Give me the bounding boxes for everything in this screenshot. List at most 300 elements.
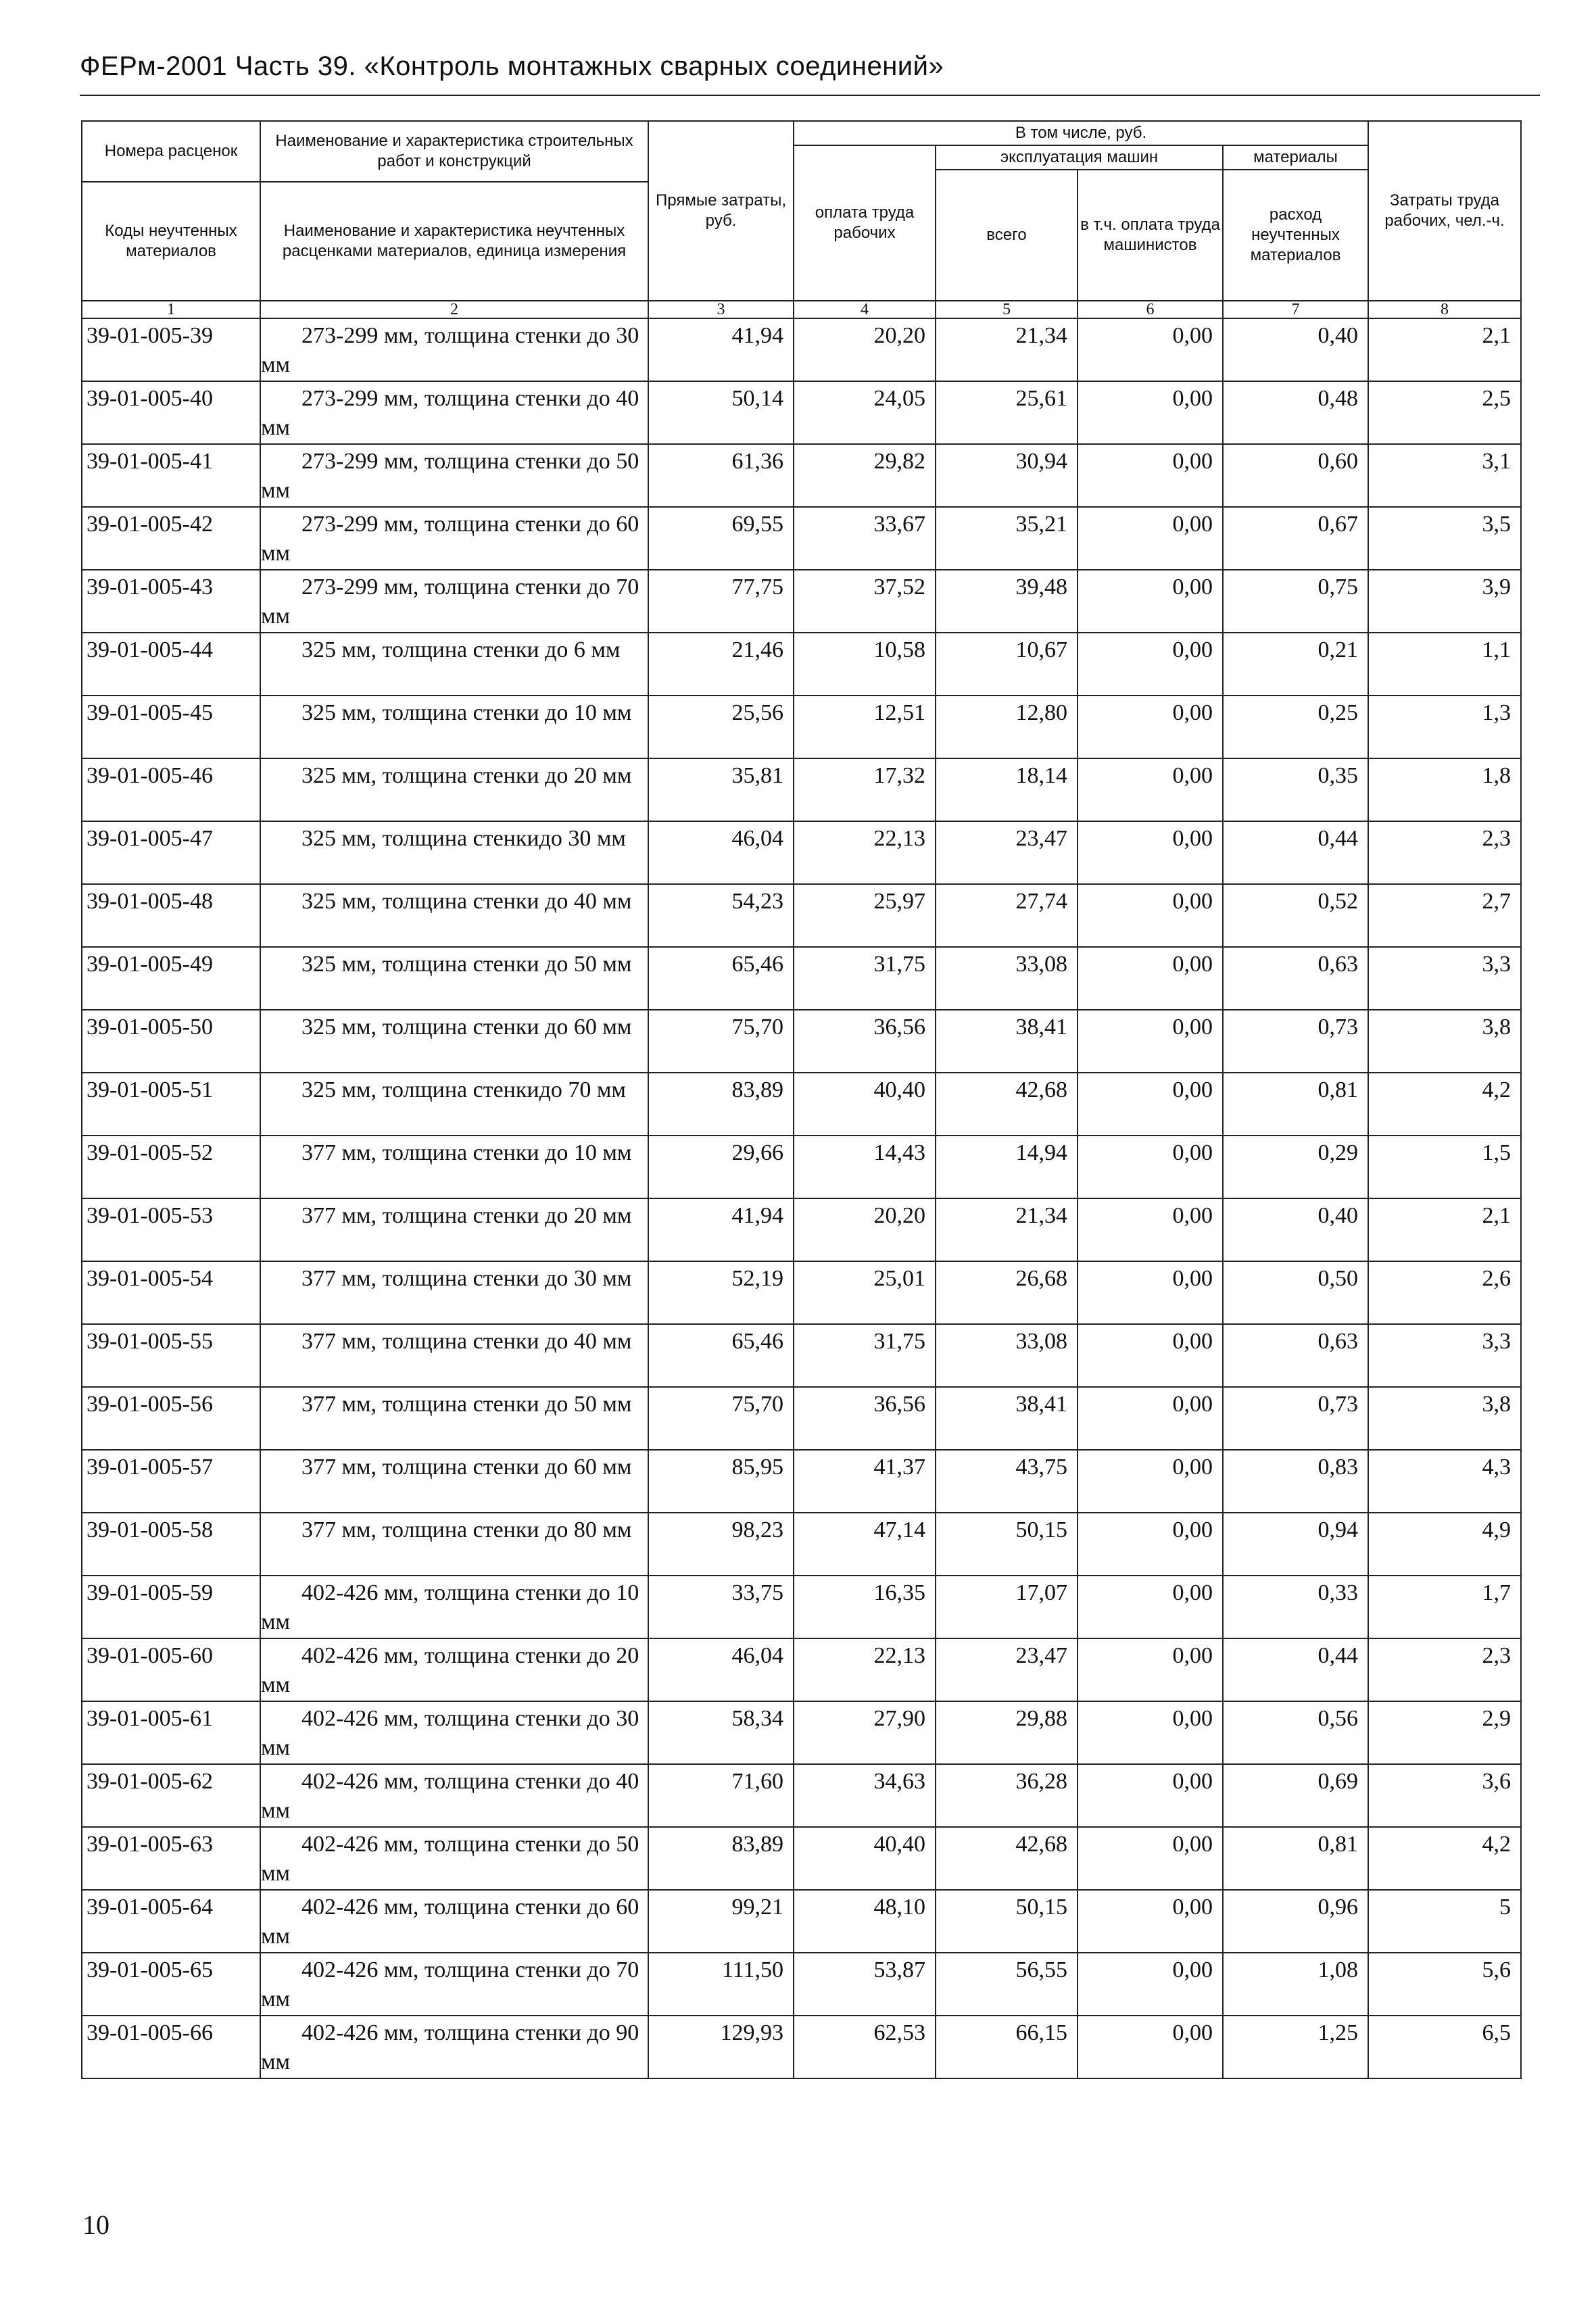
direct-cell: 75,70 xyxy=(648,1387,794,1450)
column-number: 8 xyxy=(1368,301,1521,318)
machinists-cell: 0,00 xyxy=(1078,633,1223,696)
machines-cell: 27,74 xyxy=(936,884,1078,947)
machinists-cell: 0,00 xyxy=(1078,1450,1223,1513)
table-row xyxy=(82,1764,1521,1827)
machines-cell: 33,08 xyxy=(936,947,1078,1010)
hours-cell: 1,8 xyxy=(1368,758,1521,821)
machinists-cell: 0,00 xyxy=(1078,1701,1223,1764)
hours-cell: 2,1 xyxy=(1368,1198,1521,1261)
machines-cell: 30,94 xyxy=(936,444,1078,507)
machines-cell: 25,61 xyxy=(936,381,1078,444)
hours-cell: 4,2 xyxy=(1368,1073,1521,1136)
description-cell xyxy=(260,1010,648,1073)
direct-cell: 65,46 xyxy=(648,1324,794,1387)
materials-cell: 0,48 xyxy=(1223,381,1368,444)
labor-cell: 41,37 xyxy=(794,1450,936,1513)
labor-cell: 10,58 xyxy=(794,633,936,696)
description-cell xyxy=(260,947,648,1010)
description-cell xyxy=(260,1387,648,1450)
machinists-cell: 0,00 xyxy=(1078,947,1223,1010)
direct-cell: 65,46 xyxy=(648,947,794,1010)
rate-code-cell: 39-01-005-52 xyxy=(82,1136,260,1198)
rate-code-cell: 39-01-005-44 xyxy=(82,633,260,696)
hours-cell: 3,3 xyxy=(1368,1324,1521,1387)
table-row xyxy=(82,1450,1521,1513)
machines-cell: 42,68 xyxy=(936,1827,1078,1890)
description-cell xyxy=(260,1450,648,1513)
hours-cell: 4,3 xyxy=(1368,1450,1521,1513)
description-text: 377 мм, толщина стенки до 80 мм xyxy=(301,1517,632,1542)
hours-cell: 3,3 xyxy=(1368,947,1521,1010)
machines-cell: 38,41 xyxy=(936,1010,1078,1073)
machines-cell: 17,07 xyxy=(936,1576,1078,1638)
rate-code-cell: 39-01-005-54 xyxy=(82,1261,260,1324)
table-row xyxy=(82,507,1521,570)
direct-cell: 83,89 xyxy=(648,1073,794,1136)
hours-cell: 1,1 xyxy=(1368,633,1521,696)
hours-cell: 3,5 xyxy=(1368,507,1521,570)
labor-cell: 31,75 xyxy=(794,947,936,1010)
table-row xyxy=(82,633,1521,696)
rate-code-cell: 39-01-005-41 xyxy=(82,444,260,507)
machinists-cell: 0,00 xyxy=(1078,821,1223,884)
header-machine-total: всего xyxy=(936,170,1078,301)
table-row xyxy=(82,1638,1521,1701)
hours-cell: 3,6 xyxy=(1368,1764,1521,1827)
materials-cell: 0,67 xyxy=(1223,507,1368,570)
table-row xyxy=(82,1827,1521,1890)
rate-code-cell: 39-01-005-40 xyxy=(82,381,260,444)
direct-cell: 129,93 xyxy=(648,2016,794,2078)
description-text: 325 мм, толщина стенки до 20 мм xyxy=(301,763,632,788)
description-text: 325 мм, толщина стенки до 50 мм xyxy=(301,952,632,977)
description-cell xyxy=(260,381,648,444)
hours-cell: 2,5 xyxy=(1368,381,1521,444)
machinists-cell: 0,00 xyxy=(1078,1576,1223,1638)
direct-cell: 41,94 xyxy=(648,1198,794,1261)
machines-cell: 26,68 xyxy=(936,1261,1078,1324)
description-cell xyxy=(260,1764,648,1827)
table-row xyxy=(82,1890,1521,1953)
materials-cell: 0,96 xyxy=(1223,1890,1368,1953)
description-text: 402-426 мм, толщина стенки до 60 мм xyxy=(261,1895,639,1949)
machinists-cell: 0,00 xyxy=(1078,507,1223,570)
table-row xyxy=(82,444,1521,507)
materials-cell: 0,40 xyxy=(1223,318,1368,381)
rate-code-cell: 39-01-005-65 xyxy=(82,1953,260,2016)
direct-cell: 41,94 xyxy=(648,318,794,381)
description-text: 325 мм, толщина стенки до 40 мм xyxy=(301,889,632,914)
hours-cell: 6,5 xyxy=(1368,2016,1521,2078)
page-number: 10 xyxy=(82,2210,110,2240)
header-including: В том числе, руб. xyxy=(794,121,1368,145)
machinists-cell: 0,00 xyxy=(1078,1638,1223,1701)
hours-cell: 2,9 xyxy=(1368,1701,1521,1764)
hours-cell: 1,7 xyxy=(1368,1576,1521,1638)
labor-cell: 14,43 xyxy=(794,1136,936,1198)
header-direct-costs: Прямые затраты, руб. xyxy=(648,121,794,301)
labor-cell: 36,56 xyxy=(794,1387,936,1450)
description-cell xyxy=(260,1136,648,1198)
rate-code-cell: 39-01-005-66 xyxy=(82,2016,260,2078)
description-cell xyxy=(260,758,648,821)
materials-cell: 0,81 xyxy=(1223,1073,1368,1136)
description-text: 273-299 мм, толщина стенки до 30 мм xyxy=(261,323,639,377)
machines-cell: 23,47 xyxy=(936,1638,1078,1701)
materials-cell: 0,63 xyxy=(1223,947,1368,1010)
table-row xyxy=(82,1953,1521,2016)
rate-code-cell: 39-01-005-43 xyxy=(82,570,260,633)
description-text: 402-426 мм, толщина стенки до 50 мм xyxy=(261,1832,639,1886)
column-number: 3 xyxy=(648,301,794,318)
description-text: 377 мм, толщина стенки до 40 мм xyxy=(301,1329,632,1354)
description-cell xyxy=(260,2016,648,2078)
machinists-cell: 0,00 xyxy=(1078,1764,1223,1827)
machinists-cell: 0,00 xyxy=(1078,696,1223,758)
machinists-cell: 0,00 xyxy=(1078,444,1223,507)
labor-cell: 34,63 xyxy=(794,1764,936,1827)
description-cell xyxy=(260,570,648,633)
machines-cell: 50,15 xyxy=(936,1890,1078,1953)
hours-cell: 4,2 xyxy=(1368,1827,1521,1890)
labor-cell: 25,97 xyxy=(794,884,936,947)
hours-cell: 3,9 xyxy=(1368,570,1521,633)
machines-cell: 42,68 xyxy=(936,1073,1078,1136)
table-row xyxy=(82,318,1521,381)
column-number: 4 xyxy=(794,301,936,318)
column-number: 7 xyxy=(1223,301,1368,318)
labor-cell: 33,67 xyxy=(794,507,936,570)
direct-cell: 69,55 xyxy=(648,507,794,570)
rate-code-cell: 39-01-005-57 xyxy=(82,1450,260,1513)
materials-cell: 0,60 xyxy=(1223,444,1368,507)
description-cell xyxy=(260,507,648,570)
labor-cell: 20,20 xyxy=(794,1198,936,1261)
labor-cell: 48,10 xyxy=(794,1890,936,1953)
direct-cell: 83,89 xyxy=(648,1827,794,1890)
hours-cell: 2,7 xyxy=(1368,884,1521,947)
header-labor-pay: оплата труда рабочих xyxy=(794,145,936,301)
materials-cell: 0,75 xyxy=(1223,570,1368,633)
header-materials: материалы xyxy=(1223,145,1368,170)
description-text: 402-426 мм, толщина стенки до 30 мм xyxy=(261,1706,639,1760)
machinists-cell: 0,00 xyxy=(1078,381,1223,444)
table-row xyxy=(82,1701,1521,1764)
description-text: 402-426 мм, толщина стенки до 90 мм xyxy=(261,2020,639,2074)
rate-code-cell: 39-01-005-50 xyxy=(82,1010,260,1073)
table-row xyxy=(82,884,1521,947)
labor-cell: 12,51 xyxy=(794,696,936,758)
table-row xyxy=(82,381,1521,444)
description-text: 325 мм, толщина стенкидо 30 мм xyxy=(301,826,626,851)
labor-cell: 16,35 xyxy=(794,1576,936,1638)
description-text: 325 мм, толщина стенки до 60 мм xyxy=(301,1015,632,1040)
materials-cell: 0,69 xyxy=(1223,1764,1368,1827)
machinists-cell: 0,00 xyxy=(1078,1890,1223,1953)
rate-code-cell: 39-01-005-55 xyxy=(82,1324,260,1387)
description-text: 402-426 мм, толщина стенки до 40 мм xyxy=(261,1769,639,1823)
description-text: 377 мм, толщина стенки до 30 мм xyxy=(301,1266,632,1291)
machines-cell: 10,67 xyxy=(936,633,1078,696)
rate-code-cell: 39-01-005-39 xyxy=(82,318,260,381)
hours-cell: 3,8 xyxy=(1368,1387,1521,1450)
materials-cell: 0,40 xyxy=(1223,1198,1368,1261)
table-row xyxy=(82,1073,1521,1136)
hours-cell: 3,1 xyxy=(1368,444,1521,507)
materials-cell: 0,94 xyxy=(1223,1513,1368,1576)
materials-cell: 0,63 xyxy=(1223,1324,1368,1387)
hours-cell: 5 xyxy=(1368,1890,1521,1953)
machinists-cell: 0,00 xyxy=(1078,1953,1223,2016)
header-machinist-pay: в т.ч. оплата труда машинистов xyxy=(1078,170,1223,301)
machines-cell: 33,08 xyxy=(936,1324,1078,1387)
machines-cell: 21,34 xyxy=(936,318,1078,381)
labor-cell: 31,75 xyxy=(794,1324,936,1387)
direct-cell: 29,66 xyxy=(648,1136,794,1198)
rate-code-cell: 39-01-005-42 xyxy=(82,507,260,570)
materials-cell: 0,83 xyxy=(1223,1450,1368,1513)
table-row xyxy=(82,1387,1521,1450)
machines-cell: 50,15 xyxy=(936,1513,1078,1576)
machines-cell: 66,15 xyxy=(936,2016,1078,2078)
page-title: ФЕРм-2001 Часть 39. «Контроль монтажных сварных соединений» xyxy=(80,51,944,81)
table-row xyxy=(82,947,1521,1010)
table-row xyxy=(82,1198,1521,1261)
description-cell xyxy=(260,444,648,507)
table-row xyxy=(82,1136,1521,1198)
table-row xyxy=(82,1010,1521,1073)
direct-cell: 46,04 xyxy=(648,821,794,884)
machines-cell: 14,94 xyxy=(936,1136,1078,1198)
rate-code-cell: 39-01-005-62 xyxy=(82,1764,260,1827)
machines-cell: 39,48 xyxy=(936,570,1078,633)
description-cell xyxy=(260,318,648,381)
table-row xyxy=(82,758,1521,821)
description-text: 273-299 мм, толщина стенки до 60 мм xyxy=(261,512,639,566)
description-cell xyxy=(260,1513,648,1576)
materials-cell: 1,25 xyxy=(1223,2016,1368,2078)
direct-cell: 111,50 xyxy=(648,1953,794,2016)
title-divider xyxy=(80,95,1540,96)
description-text: 325 мм, толщина стенки до 10 мм xyxy=(301,700,632,725)
description-cell xyxy=(260,1701,648,1764)
direct-cell: 75,70 xyxy=(648,1010,794,1073)
machinists-cell: 0,00 xyxy=(1078,884,1223,947)
labor-cell: 62,53 xyxy=(794,2016,936,2078)
direct-cell: 58,34 xyxy=(648,1701,794,1764)
machinists-cell: 0,00 xyxy=(1078,570,1223,633)
rate-code-cell: 39-01-005-51 xyxy=(82,1073,260,1136)
table-row xyxy=(82,1513,1521,1576)
description-text: 402-426 мм, толщина стенки до 20 мм xyxy=(261,1643,639,1697)
table-row xyxy=(82,1576,1521,1638)
machinists-cell: 0,00 xyxy=(1078,1010,1223,1073)
machinists-cell: 0,00 xyxy=(1078,1073,1223,1136)
description-text: 377 мм, толщина стенки до 50 мм xyxy=(301,1392,632,1417)
materials-cell: 0,35 xyxy=(1223,758,1368,821)
materials-cell: 0,33 xyxy=(1223,1576,1368,1638)
machines-cell: 56,55 xyxy=(936,1953,1078,2016)
description-cell xyxy=(260,1261,648,1324)
direct-cell: 85,95 xyxy=(648,1450,794,1513)
description-cell xyxy=(260,821,648,884)
machines-cell: 23,47 xyxy=(936,821,1078,884)
direct-cell: 77,75 xyxy=(648,570,794,633)
labor-cell: 22,13 xyxy=(794,1638,936,1701)
column-number: 5 xyxy=(936,301,1078,318)
hours-cell: 2,3 xyxy=(1368,1638,1521,1701)
description-text: 273-299 мм, толщина стенки до 70 мм xyxy=(261,575,639,629)
labor-cell: 40,40 xyxy=(794,1827,936,1890)
rate-code-cell: 39-01-005-58 xyxy=(82,1513,260,1576)
description-text: 402-426 мм, толщина стенки до 10 мм xyxy=(261,1580,639,1634)
machinists-cell: 0,00 xyxy=(1078,2016,1223,2078)
direct-cell: 99,21 xyxy=(648,1890,794,1953)
description-text: 325 мм, толщина стенкидо 70 мм xyxy=(301,1077,626,1102)
description-text: 377 мм, толщина стенки до 10 мм xyxy=(301,1140,632,1165)
description-cell xyxy=(260,633,648,696)
machinists-cell: 0,00 xyxy=(1078,1198,1223,1261)
description-cell xyxy=(260,1198,648,1261)
hours-cell: 1,3 xyxy=(1368,696,1521,758)
labor-cell: 27,90 xyxy=(794,1701,936,1764)
hours-cell: 4,9 xyxy=(1368,1513,1521,1576)
direct-cell: 46,04 xyxy=(648,1638,794,1701)
machines-cell: 36,28 xyxy=(936,1764,1078,1827)
machines-cell: 43,75 xyxy=(936,1450,1078,1513)
machinists-cell: 0,00 xyxy=(1078,1513,1223,1576)
direct-cell: 98,23 xyxy=(648,1513,794,1576)
rate-code-cell: 39-01-005-47 xyxy=(82,821,260,884)
hours-cell: 1,5 xyxy=(1368,1136,1521,1198)
machines-cell: 29,88 xyxy=(936,1701,1078,1764)
description-cell xyxy=(260,696,648,758)
header-material-consumption: расход неучтенных материалов xyxy=(1223,170,1368,301)
header-machine-operation: эксплуатация машин xyxy=(936,145,1223,170)
machinists-cell: 0,00 xyxy=(1078,1387,1223,1450)
rate-code-cell: 39-01-005-56 xyxy=(82,1387,260,1450)
direct-cell: 25,56 xyxy=(648,696,794,758)
labor-cell: 24,05 xyxy=(794,381,936,444)
labor-cell: 40,40 xyxy=(794,1073,936,1136)
description-text: 325 мм, толщина стенки до 6 мм xyxy=(301,637,621,662)
labor-cell: 53,87 xyxy=(794,1953,936,2016)
hours-cell: 2,1 xyxy=(1368,318,1521,381)
labor-cell: 47,14 xyxy=(794,1513,936,1576)
description-text: 377 мм, толщина стенки до 60 мм xyxy=(301,1455,632,1480)
direct-cell: 61,36 xyxy=(648,444,794,507)
machines-cell: 21,34 xyxy=(936,1198,1078,1261)
table-row xyxy=(82,1324,1521,1387)
materials-cell: 0,52 xyxy=(1223,884,1368,947)
machines-cell: 35,21 xyxy=(936,507,1078,570)
description-cell xyxy=(260,1638,648,1701)
labor-cell: 22,13 xyxy=(794,821,936,884)
materials-cell: 0,56 xyxy=(1223,1701,1368,1764)
header-material-name: Наименование и характеристика неучтенных расценками материалов, единица измерения xyxy=(260,182,648,301)
table-row xyxy=(82,1261,1521,1324)
materials-cell: 1,08 xyxy=(1223,1953,1368,2016)
column-number-row xyxy=(82,301,1521,318)
description-text: 377 мм, толщина стенки до 20 мм xyxy=(301,1203,632,1228)
materials-cell: 0,29 xyxy=(1223,1136,1368,1198)
materials-cell: 0,73 xyxy=(1223,1387,1368,1450)
labor-cell: 36,56 xyxy=(794,1010,936,1073)
rate-code-cell: 39-01-005-64 xyxy=(82,1890,260,1953)
description-cell xyxy=(260,1324,648,1387)
description-text: 273-299 мм, толщина стенки до 50 мм xyxy=(261,449,639,503)
direct-cell: 21,46 xyxy=(648,633,794,696)
hours-cell: 5,6 xyxy=(1368,1953,1521,2016)
hours-cell: 3,8 xyxy=(1368,1010,1521,1073)
direct-cell: 50,14 xyxy=(648,381,794,444)
column-number: 1 xyxy=(82,301,260,318)
header-rate-numbers: Номера расценок xyxy=(82,121,260,182)
direct-cell: 35,81 xyxy=(648,758,794,821)
labor-cell: 17,32 xyxy=(794,758,936,821)
direct-cell: 54,23 xyxy=(648,884,794,947)
machinists-cell: 0,00 xyxy=(1078,1827,1223,1890)
description-text: 273-299 мм, толщина стенки до 40 мм xyxy=(261,386,639,440)
header-unaccounted-codes: Коды неучтенных материалов xyxy=(82,182,260,301)
materials-cell: 0,21 xyxy=(1223,633,1368,696)
direct-cell: 52,19 xyxy=(648,1261,794,1324)
labor-cell: 20,20 xyxy=(794,318,936,381)
machinists-cell: 0,00 xyxy=(1078,318,1223,381)
column-number: 2 xyxy=(260,301,648,318)
description-cell xyxy=(260,1576,648,1638)
direct-cell: 71,60 xyxy=(648,1764,794,1827)
table-row xyxy=(82,2016,1521,2078)
machinists-cell: 0,00 xyxy=(1078,1136,1223,1198)
materials-cell: 0,73 xyxy=(1223,1010,1368,1073)
machinists-cell: 0,00 xyxy=(1078,1261,1223,1324)
materials-cell: 0,44 xyxy=(1223,821,1368,884)
description-cell xyxy=(260,1953,648,2016)
header-work-name: Наименование и характеристика строительных работ и конструкций xyxy=(260,121,648,182)
machines-cell: 18,14 xyxy=(936,758,1078,821)
rate-code-cell: 39-01-005-49 xyxy=(82,947,260,1010)
rate-code-cell: 39-01-005-59 xyxy=(82,1576,260,1638)
rate-code-cell: 39-01-005-48 xyxy=(82,884,260,947)
description-cell xyxy=(260,1827,648,1890)
table-row xyxy=(82,570,1521,633)
price-table xyxy=(81,120,1522,2079)
table-body xyxy=(82,121,1521,2078)
rate-code-cell: 39-01-005-63 xyxy=(82,1827,260,1890)
materials-cell: 0,50 xyxy=(1223,1261,1368,1324)
rate-code-cell: 39-01-005-60 xyxy=(82,1638,260,1701)
table-row xyxy=(82,696,1521,758)
hours-cell: 2,6 xyxy=(1368,1261,1521,1324)
machines-cell: 12,80 xyxy=(936,696,1078,758)
hours-cell: 2,3 xyxy=(1368,821,1521,884)
table-row xyxy=(82,821,1521,884)
direct-cell: 33,75 xyxy=(648,1576,794,1638)
rate-code-cell: 39-01-005-61 xyxy=(82,1701,260,1764)
materials-cell: 0,81 xyxy=(1223,1827,1368,1890)
labor-cell: 29,82 xyxy=(794,444,936,507)
column-number: 6 xyxy=(1078,301,1223,318)
description-cell xyxy=(260,1073,648,1136)
machinists-cell: 0,00 xyxy=(1078,1324,1223,1387)
machines-cell: 38,41 xyxy=(936,1387,1078,1450)
materials-cell: 0,25 xyxy=(1223,696,1368,758)
header-labor-costs: Затраты труда рабочих, чел.-ч. xyxy=(1368,121,1521,301)
machinists-cell: 0,00 xyxy=(1078,758,1223,821)
labor-cell: 37,52 xyxy=(794,570,936,633)
labor-cell: 25,01 xyxy=(794,1261,936,1324)
